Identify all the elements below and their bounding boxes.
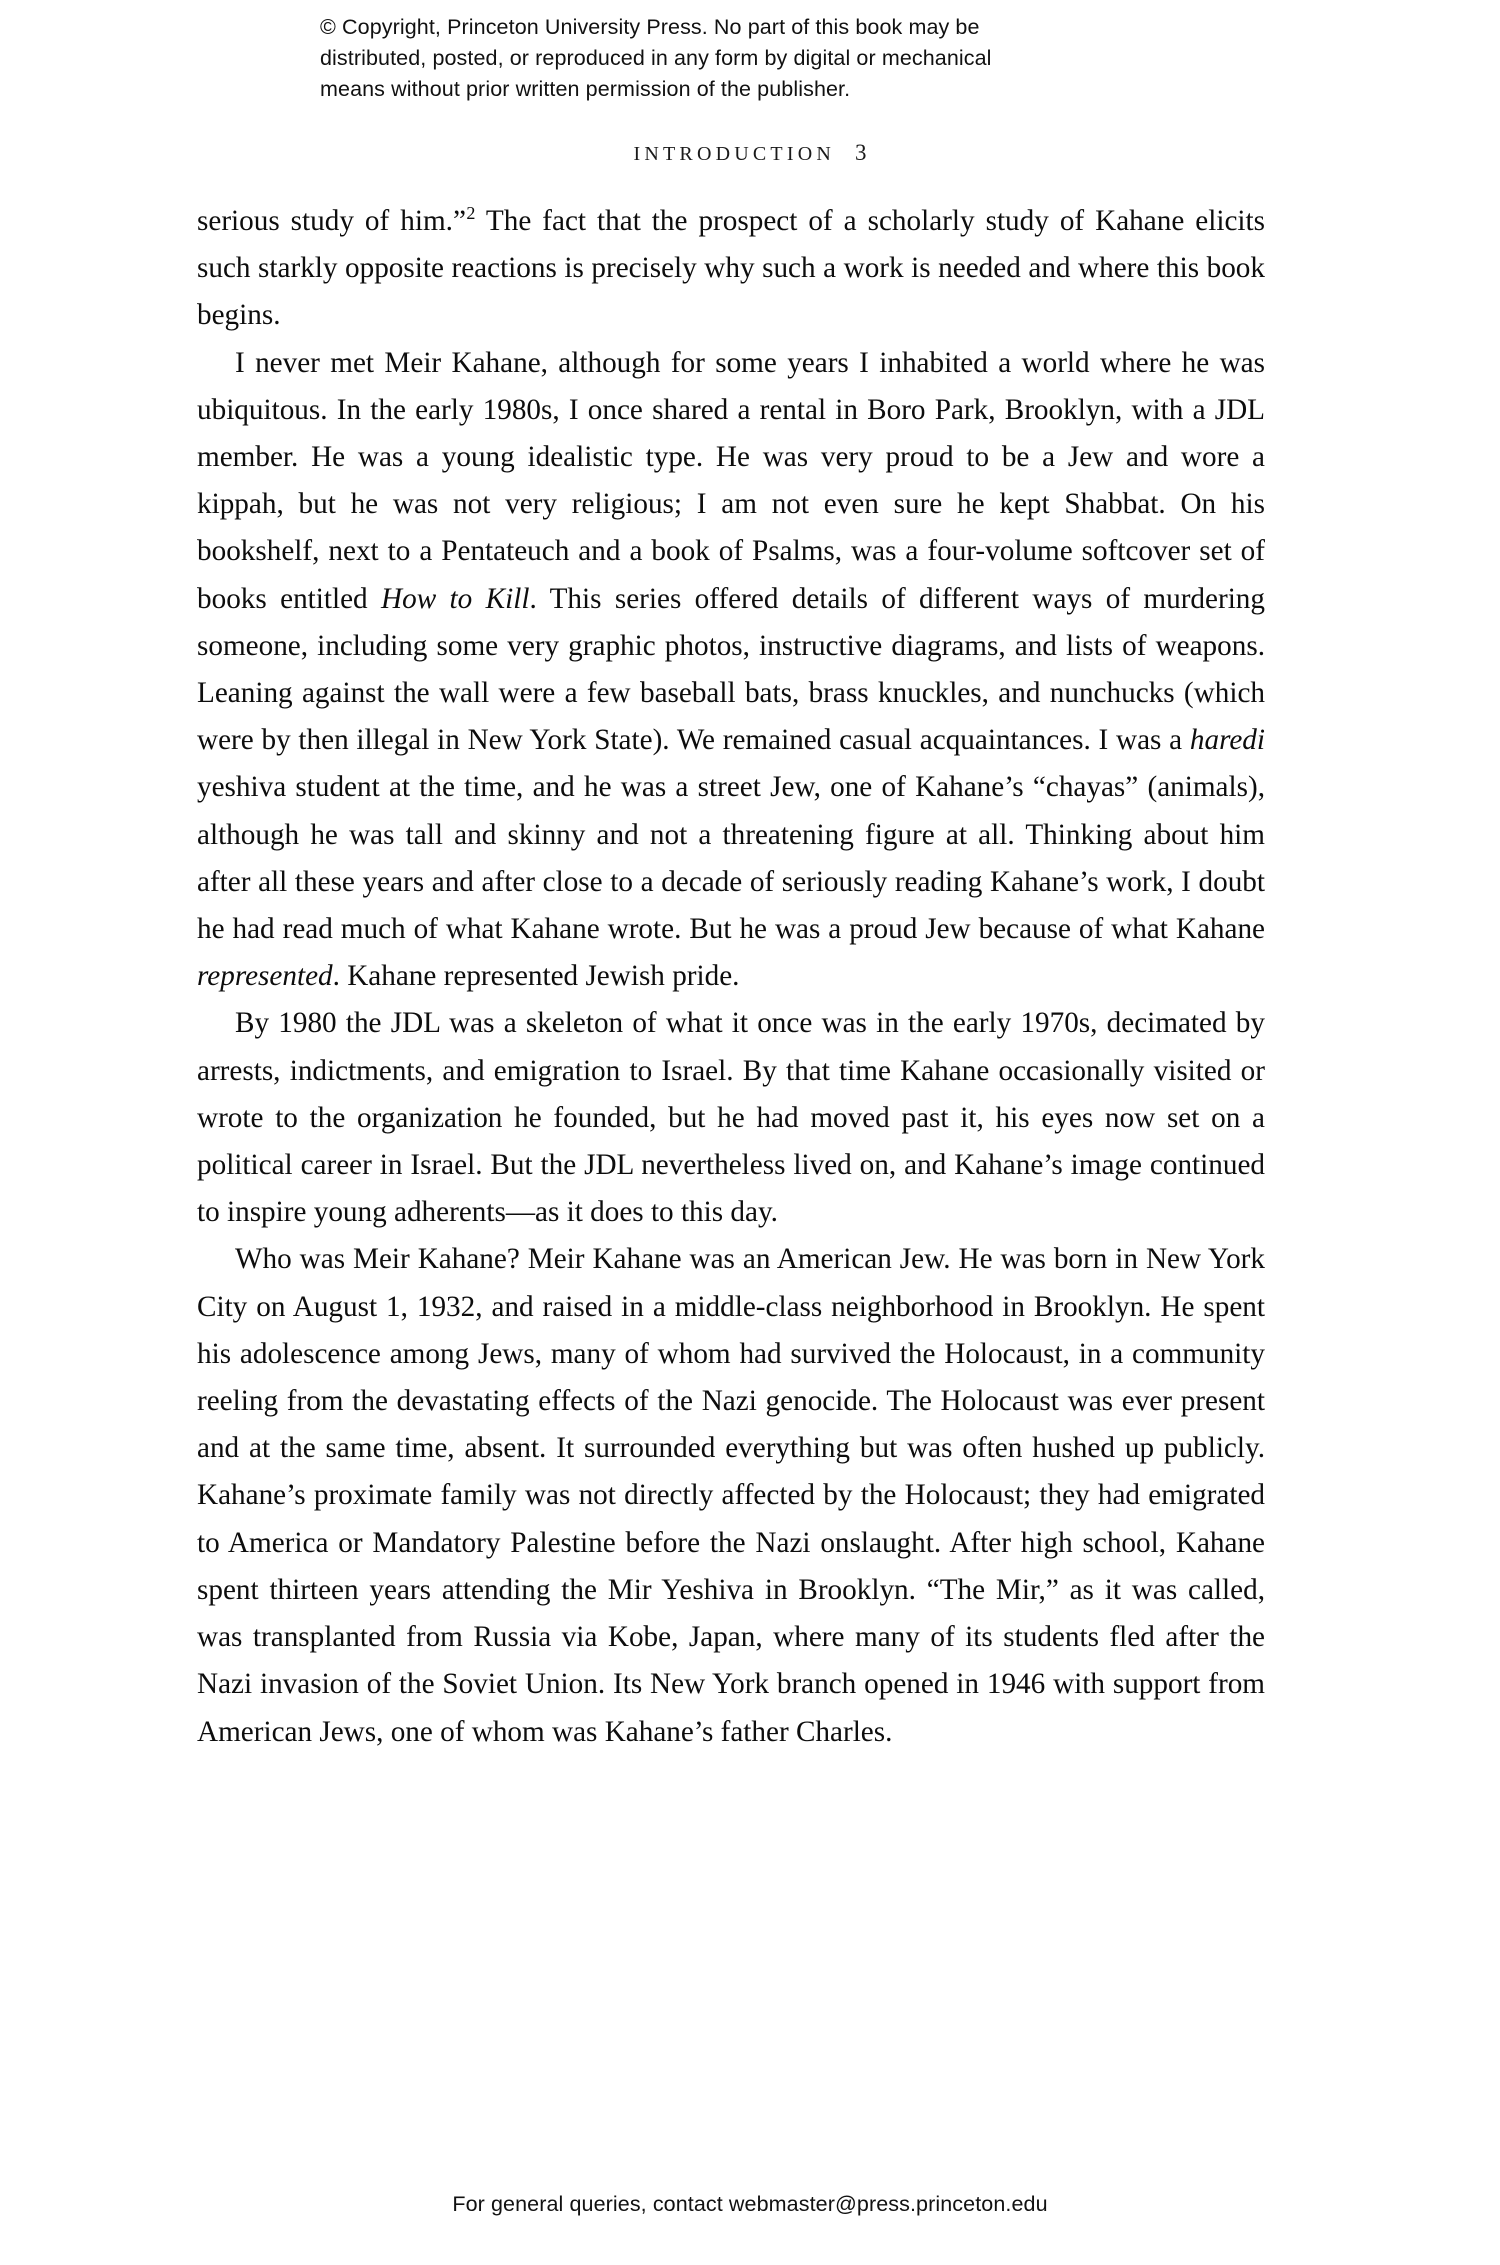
text-run: By 1980 the JDL was a skeleton of what it once was in the early 1970s, decimated by arrests, indictments, and emigration to Israel. By that time Kahane occasionally visited or wrote to the organization he founded, but he had moved past it, his eyes now set on a political career in Israel. But the JDL nevertheless lived on, and Kahane’s image continued to inspire young adherents—as it does to this day.	[197, 1007, 1265, 1229]
copyright-notice-line-3: means without prior written permission of the publisher.	[320, 77, 851, 101]
paragraph-4	[197, 1236, 1265, 1755]
copyright-notice-line-2: distributed, posted, or reproduced in any form by digital or mechanical	[320, 46, 992, 70]
paragraph-3	[197, 1000, 1265, 1236]
italic-run: How to Kill	[381, 582, 530, 615]
text-run: . This series offered details of different ways of murdering someone, including some very graphic photos, instructive diagrams, and lists of weapons. Leaning against the wall were a few baseball bats, brass knuckles, and nunchucks (which were by then illegal in New York State). We remained casual acquaintances. I was a	[197, 582, 1265, 757]
text-run: Who was Meir Kahane? Meir Kahane was an American Jew. He was born in New York City on August 1, 1932, and raised in a middle-class neighborhood in Brooklyn. He spent his adolescence among Jews, many of whom had survived the Holocaust, in a community reeling from the devastating effects of the Nazi genocide. The Holocaust was ever present and at the same time, absent. It surrounded everything but was often hushed up publicly. Kahane’s proximate family was not directly affected by the Holocaust; they had emigrated to America or Mandatory Palestine before the Nazi onslaught. After high school, Kahane spent thirteen years attending the Mir Yeshiva in Brooklyn. “The Mir,” as it was called, was transplanted from Russia via Kobe, Japan, where many of its students fled after the Nazi invasion of the Soviet Union. Its New York branch opened in 1946 with support from American Jews, one of whom was Kahane’s father Charles.	[197, 1243, 1265, 1748]
text-run: The fact that the prospect of a scholarly study of Kahane elicits such starkly opposite reactions is precisely why such a work is needed and where this book begins.	[197, 205, 1265, 332]
running-head	[0, 140, 1500, 166]
page-number: 3	[855, 140, 867, 165]
italic-run: represented	[197, 960, 333, 993]
running-head-title: INTRODUCTION	[633, 143, 835, 165]
copyright-notice	[320, 12, 1180, 105]
paragraph-2	[197, 340, 1265, 1001]
text-run: I never met Meir Kahane, although for some years I inhabited a world where he was ubiquitous. In the early 1980s, I once shared a rental in Boro Park, Brooklyn, with a JDL member. He was a young idealistic type. He was very proud to be a Jew and wore a kippah, but he was not very religious; I am not even sure he kept Shabbat. On his bookshelf, next to a Pentateuch and a book of Psalms, was a four-volume softcover set of books entitled	[197, 346, 1265, 615]
copyright-notice-line-1: © Copyright, Princeton University Press. No part of this book may be	[320, 15, 980, 39]
body-text-column	[197, 198, 1265, 1756]
text-run: serious study of him.”	[197, 205, 466, 237]
paragraph-1	[197, 198, 1265, 340]
footer-query-note: For general queries, contact webmaster@press.princeton.edu	[452, 2192, 1048, 2216]
italic-run: haredi	[1189, 724, 1265, 757]
text-run: . Kahane represented Jewish pride.	[332, 960, 740, 993]
footnote-marker: 2	[466, 203, 476, 224]
text-run: yeshiva student at the time, and he was a street Jew, one of Kahane’s “chayas” (animals), although he was tall and skinny and not a threatening figure at all. Thinking about him after all these years and after close to a decade of seriously reading Kahane’s work, I doubt he had read much of what Kahane wrote. But he was a proud Jew because of what Kahane	[197, 771, 1265, 946]
